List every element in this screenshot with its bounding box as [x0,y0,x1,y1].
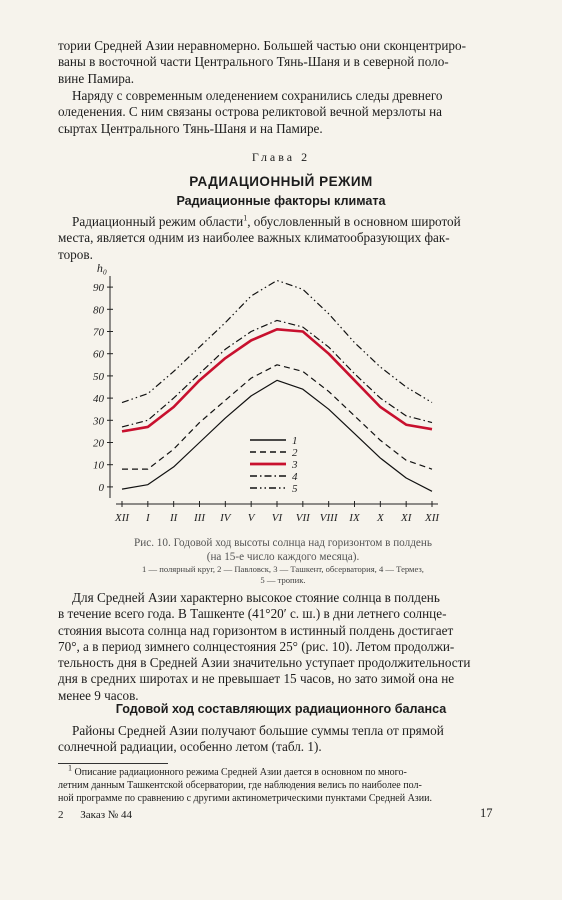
text-line: места, является одним из наиболее важных климатообразующих фак- [58,230,450,246]
footnote-marker: 1 [243,213,248,223]
figure-legend-text [60,564,506,586]
legend-label: 1 [292,435,298,447]
legend-label: 3 [292,459,298,471]
legend-label: 5 [292,483,298,495]
text-line: ваны в восточной части Центрального Тянь-Шаня и в северной поло- [58,54,449,70]
heat-paragraph [58,723,504,756]
series-line-5 [122,280,432,402]
y-tick-label: 30 [93,415,104,428]
sheet-number: 2 [58,809,64,821]
x-axis [114,501,440,524]
factors-paragraph [58,214,504,263]
legend-text-line: 5 — тропик. [260,575,306,585]
legend-label: 4 [292,471,298,483]
series-line-1 [122,380,432,491]
legend-text-line: 1 — полярный круг, 2 — Павловск, 3 — Ташкент, обсерватория, 4 — Термез, [142,564,424,574]
y-tick-label: 40 [93,393,104,406]
printer-signature [58,809,132,821]
x-tick-label: VI [271,512,283,524]
y-tick-label: 10 [93,459,104,472]
footnote-line [58,763,504,780]
x-tick-label: VII [295,512,310,524]
page-number: 17 [480,806,493,820]
section-title: Годовой ход составляющих радиационного баланса [115,702,447,716]
footnote [58,763,504,805]
x-tick-label: XI [400,512,412,524]
text-line: солнечной радиации, особенно летом (табл. 1). [58,739,322,755]
text-line: сыртах Центрального Тянь-Шаня и на Памире. [58,120,323,136]
y-axis [92,261,113,498]
x-tick-label: XII [424,512,440,524]
x-tick-label: I [145,512,150,524]
text-fragment: Радиационный режим области [72,214,244,229]
x-tick-label: IX [349,512,360,524]
sun-paragraph [58,590,504,704]
y-axis-label: h₀ [96,261,108,275]
caption-line: (на 15-е число каждого месяца). [206,551,360,563]
y-tick-label: 20 [93,437,104,450]
text-fragment: , обусловленный в основном широтой [247,214,461,229]
chapter-label: Глава 2 [251,150,311,164]
text-line: дня в средних широтах и не превышает 15 часов, но зато зимой она не [58,671,455,687]
figure-caption [60,536,506,564]
y-tick-label: 70 [93,326,104,339]
text-line: стояния высота солнца над горизонтом в истинный полдень достигает [58,622,454,638]
footnote-marker: 1 [68,763,72,773]
text-line: 70°, а в период зимнего солнцестояния 25° (рис. 10). Летом продолжи- [58,638,455,654]
legend [250,435,298,495]
order-label: Заказ № 44 [80,809,133,821]
text-line: вине Памира. [58,70,135,86]
y-tick-label: 90 [93,282,104,295]
text-fragment: Описание радиационного режима Средней Азии дается в основном по много- [72,767,407,778]
x-tick-label: V [247,512,255,524]
x-tick-label: IV [220,512,231,524]
text-line: Наряду с современным оледенением сохранились следы древнего [72,88,443,103]
text-line: менее 9 часов. [58,687,139,703]
footnote-line: летним данным Ташкентской обсерватории, где наблюдения велись по наиболее пол- [58,779,422,791]
y-tick-label: 0 [98,481,104,494]
x-tick-label: X [376,512,384,524]
y-tick-label: 50 [93,370,104,383]
sun-height-chart [80,258,460,533]
x-tick-label: XII [114,512,130,524]
intro-paragraph [58,38,504,87]
relic-paragraph [58,88,504,137]
text-line: Районы Средней Азии получают большие суммы тепла от прямой [72,723,444,738]
series-lines [122,280,432,491]
legend-label: 2 [292,447,298,459]
text-line: торов. [58,246,93,262]
text-line: тории Средней Азии неравномерно. Большей частью они сконцентриро- [58,38,466,53]
chapter-title: РАДИАЦИОННЫЙ РЕЖИМ [189,174,373,189]
x-tick-label: II [170,512,178,524]
caption-line: Рис. 10. Годовой ход высоты солнца над горизонтом в полдень [134,537,432,549]
text-line: Для Средней Азии характерно высокое стояние солнца в полдень [72,590,440,605]
text-line: в течение всего года. В Ташкенте (41°20′ с. ш.) в дни летнего солнце- [58,606,447,622]
x-tick-label: III [194,512,205,524]
y-tick-label: 80 [93,304,104,317]
text-line: оледенения. С ним связаны острова реликтовой вечной мерзлоты на [58,104,443,120]
footnote-divider [58,763,168,764]
text-line [58,214,504,230]
y-tick-label: 60 [93,348,104,361]
footnote-line: ной программе по сравнению с другими актинометрическими пунктами Средней Азии. [58,792,432,804]
section-title: Радиационные факторы климата [176,194,386,208]
text-line: тельность дня в Средней Азии значительно уступает продолжительности [58,655,471,671]
x-tick-label: VIII [319,512,338,524]
